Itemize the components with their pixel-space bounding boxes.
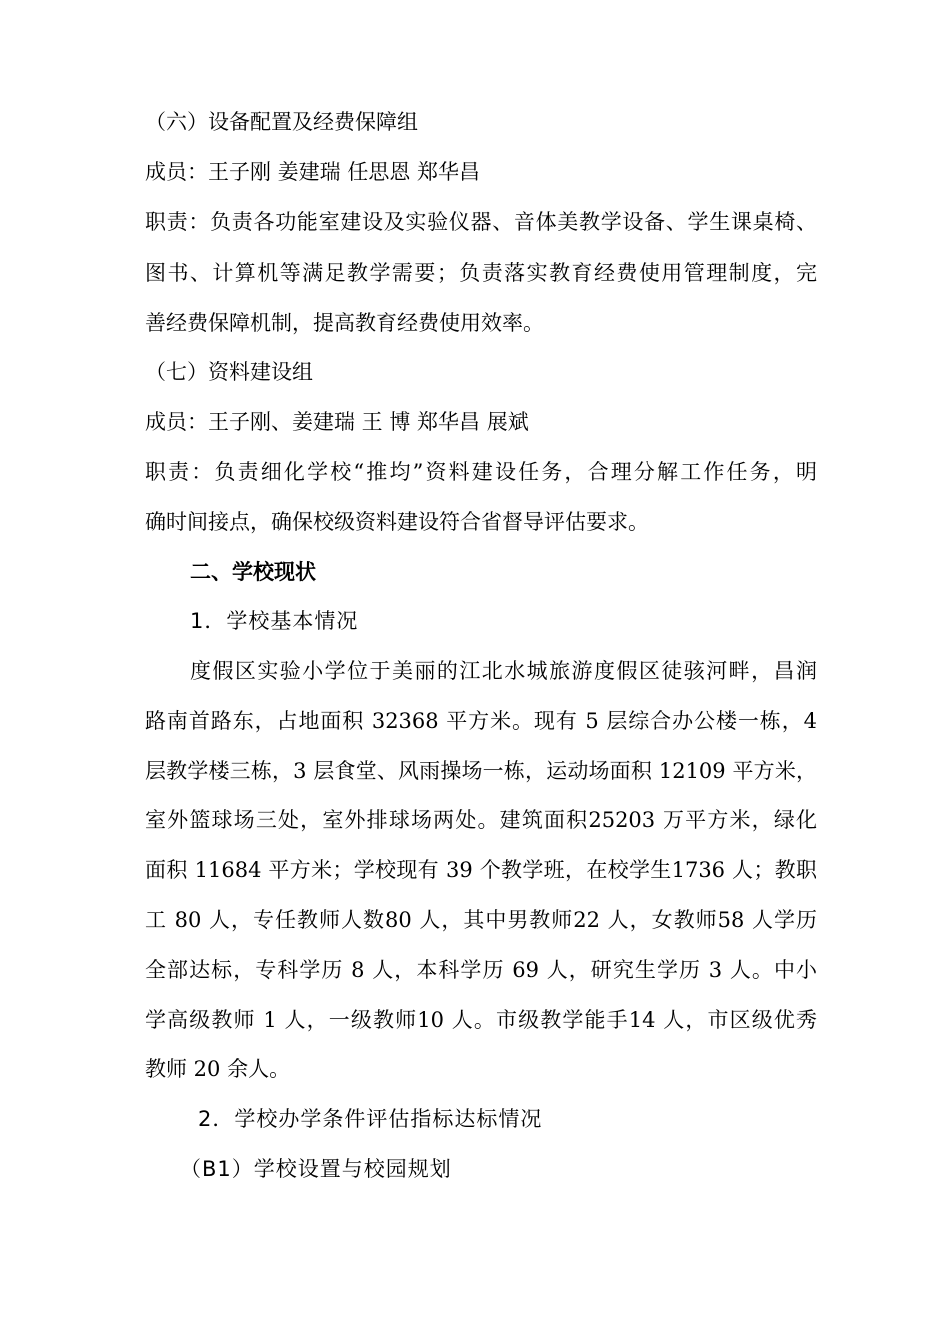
paragraph-line-8: 学高级教师 1 人，一级教师10 人。市级教学能手14 人，市区级优秀 xyxy=(145,1008,817,1032)
chapter-heading-school-status: 二、学校现状 xyxy=(190,560,316,584)
paragraph-line-4: 室外篮球场三处，室外排球场两处。建筑面积25203 万平方米，绿化 xyxy=(145,808,817,832)
duties-materials-line-1: 职责：负责细化学校“推均”资料建设任务，合理分解工作任务，明 xyxy=(145,460,817,484)
subheading-conditions-assessment: 2．学校办学条件评估指标达标情况 xyxy=(198,1107,543,1131)
paragraph-line-6: 工 80 人，专任教师人数80 人，其中男教师22 人，女教师58 人学历 xyxy=(145,908,817,932)
duties-materials-line-2: 确时间接点，确保校级资料建设符合省督导评估要求。 xyxy=(145,510,649,534)
section-heading-equipment-funding: （六）设备配置及经费保障组 xyxy=(145,110,418,134)
members-line-equipment: 成员：王子刚 姜建瑞 任思恩 郑华昌 xyxy=(145,160,481,184)
paragraph-line-2: 路南首路东，占地面积 32368 平方米。现有 5 层综合办公楼一栋，4 xyxy=(145,709,817,733)
paragraph-line-9: 教师 20 余人。 xyxy=(145,1057,291,1081)
paragraph-line-3: 层教学楼三栋，3 层食堂、风雨操场一栋，运动场面积 12109 平方米， xyxy=(145,759,817,783)
paragraph-line-5: 面积 11684 平方米；学校现有 39 个教学班，在校学生1736 人；教职 xyxy=(145,858,817,882)
duties-line-1: 职责：负责各功能室建设及实验仪器、音体美教学设备、学生课桌椅、 xyxy=(145,210,817,234)
members-line-materials: 成员：王子刚、姜建瑞 王 博 郑华昌 展斌 xyxy=(145,410,529,434)
paragraph-line-1: 度假区实验小学位于美丽的江北水城旅游度假区徒骇河畔，昌润 xyxy=(190,659,817,683)
subheading-b1-school-setup: （B1）学校设置与校园规划 xyxy=(180,1157,452,1181)
duties-line-3: 善经费保障机制，提高教育经费使用效率。 xyxy=(145,311,544,335)
duties-line-2: 图书、计算机等满足教学需要；负责落实教育经费使用管理制度，完 xyxy=(145,261,817,285)
section-heading-materials: （七）资料建设组 xyxy=(145,360,313,384)
subheading-basic-info: 1．学校基本情况 xyxy=(190,609,359,633)
paragraph-line-7: 全部达标，专科学历 8 人，本科学历 69 人，研究生学历 3 人。中小 xyxy=(145,958,817,982)
